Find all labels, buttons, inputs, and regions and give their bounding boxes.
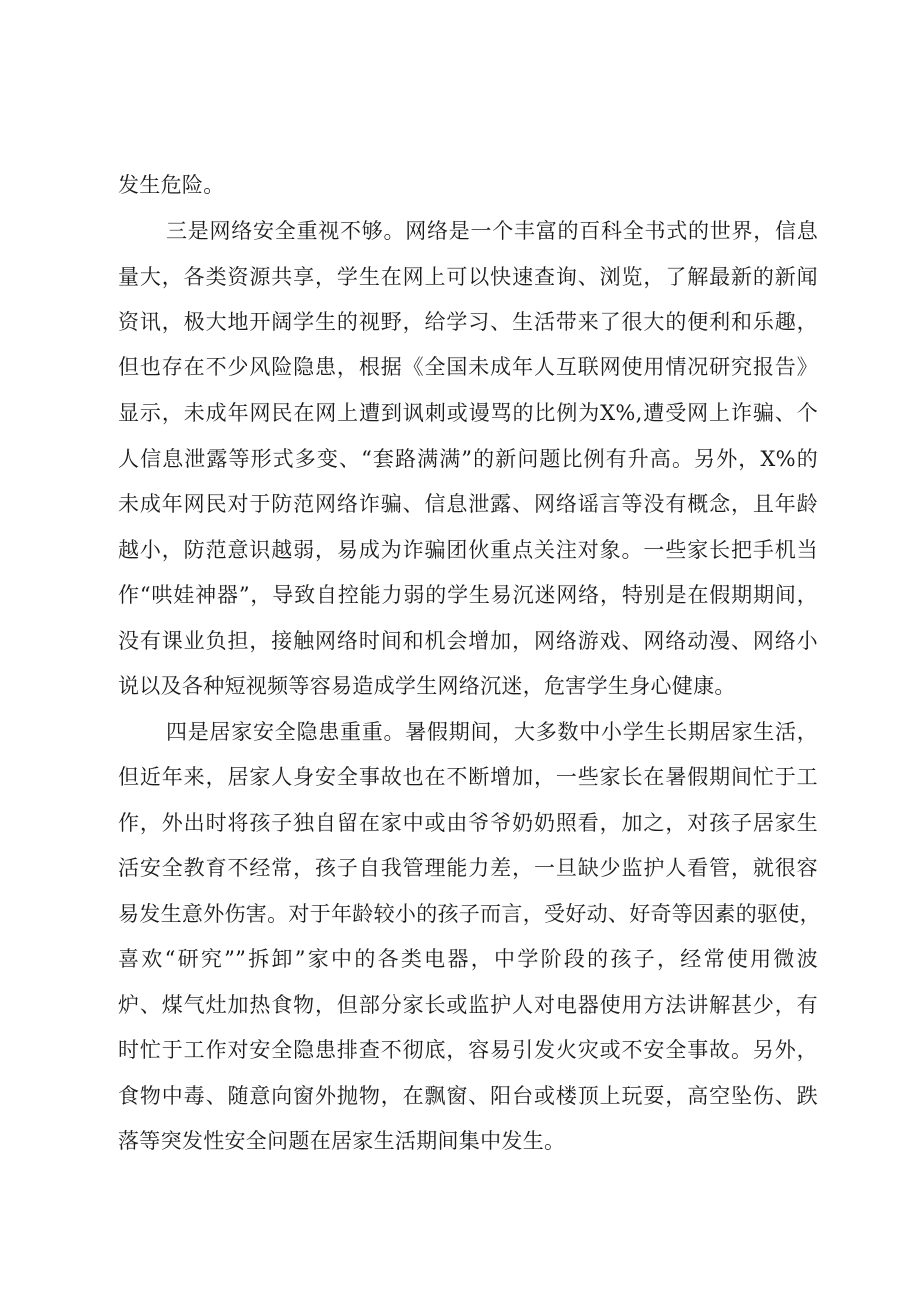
text-line: 食物中毒、随意向窗外抛物，在飘窗、阳台或楼顶上玩耍，高空坠伤、跌 [118,1084,818,1108]
text-line: 炉、煤气灶加热食物，但部分家长或监护人对电器使用方法讲解甚少，有 [118,993,818,1017]
text-line: 但近年来，居家人身安全事故也在不断增加，一些家长在暑假期间忙于工 [118,765,818,789]
text-line: 作，外出时将孩子独自留在家中或由爷爷奶奶照看，加之，对孩子居家生 [118,811,818,835]
text-line: 易发生意外伤害。对于年龄较小的孩子而言，受好动、好奇等因素的驱使， [118,902,821,926]
text-line: 未成年网民对于防范网络诈骗、信息泄露、网络谣言等没有概念，且年龄 [118,492,818,516]
text-line: 活安全教育不经常，孩子自我管理能力差，一旦缺少监护人看管，就很容 [118,856,818,880]
text-line: 发生危险。 [118,173,225,197]
text-line: 资讯，极大地开阔学生的视野，给学习、生活带来了很大的便利和乐趣， [118,310,818,334]
text-line: 显示，未成年网民在网上遭到讽刺或谩骂的比例为X%,遭受网上诈骗、个 [118,401,818,425]
text-line: 作“哄娃神器”，导致自控能力弱的学生易沉迷网络，特别是在假期期间， [118,583,818,607]
text-line: 没有课业负担，接触网络时间和机会增加，网络游戏、网络动漫、网络小 [118,629,818,653]
text-line: 量大，各类资源共享，学生在网上可以快速查询、浏览，了解最新的新闻 [118,265,818,289]
text-line: 落等突发性安全问题在居家生活期间集中发生。 [118,1129,566,1153]
text-line: 但也存在不少风险隐患，根据《全国未成年人互联网使用情况研究报告》 [118,355,818,379]
text-line: 越小，防范意识越弱，易成为诈骗团伙重点关注对象。一些家长把手机当 [118,538,818,562]
paragraph-network-safety-line: 三是网络安全重视不够。网络是一个丰富的百科全书式的世界，信息 [166,219,818,243]
text-line: 人信息泄露等形式多变、“套路满满”的新问题比例有升高。另外，X%的 [118,447,818,471]
text-line: 时忙于工作对安全隐患排查不彻底，容易引发火灾或不安全事故。另外， [118,1038,818,1062]
paragraph-home-safety-line: 四是居家安全隐患重重。暑假期间，大多数中小学生长期居家生活， [166,720,818,744]
text-line: 说以及各种短视频等容易造成学生网络沉迷，危害学生身心健康。 [118,674,736,698]
text-line: 喜欢“研究””拆卸”家中的各类电器，中学阶段的孩子，经常使用微波 [118,947,818,971]
